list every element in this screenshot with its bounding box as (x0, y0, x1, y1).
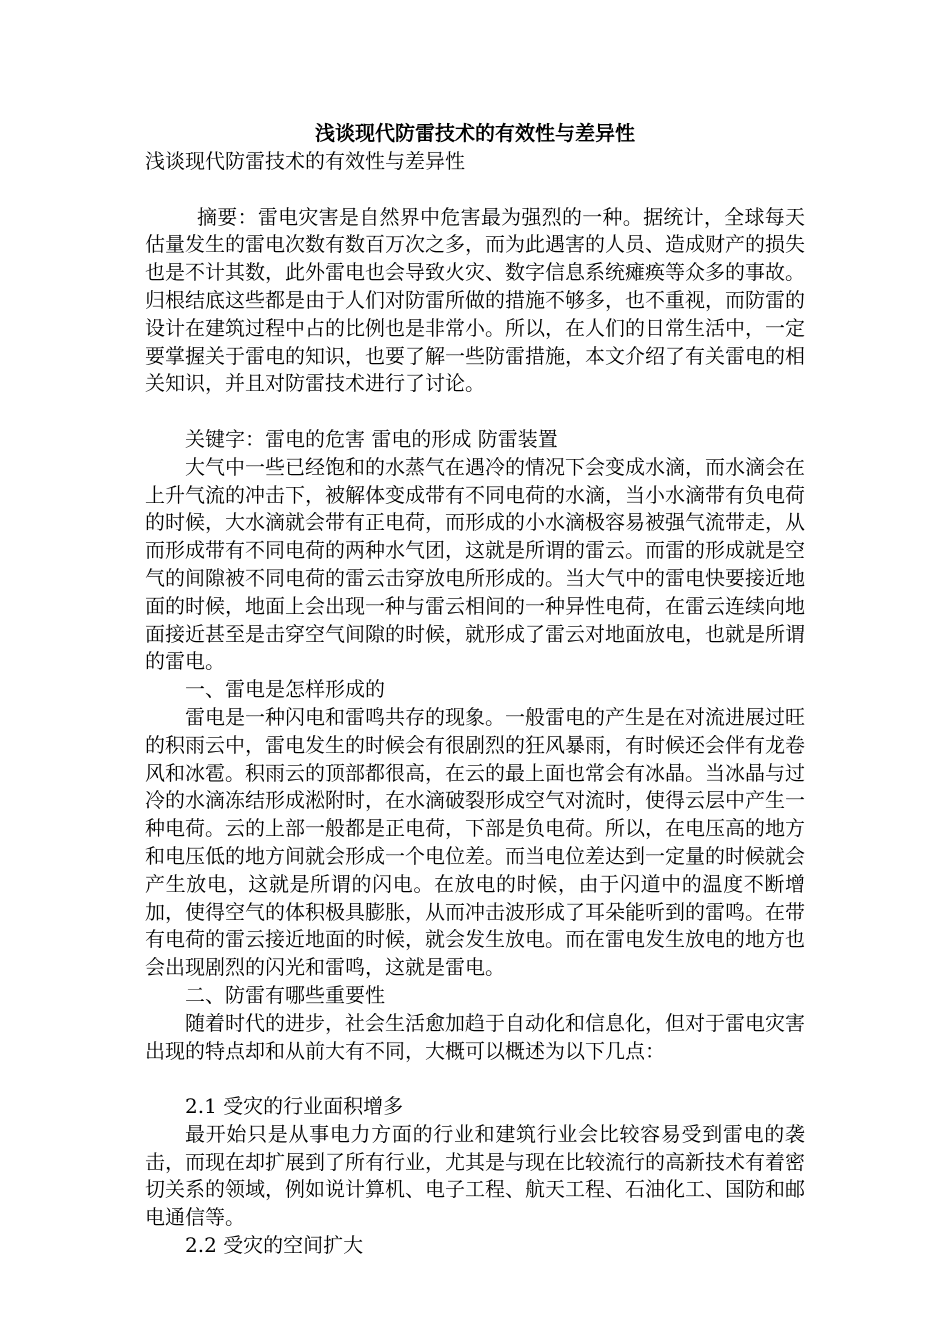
section-heading-2: 二、防雷有哪些重要性 (185, 982, 385, 1007)
section-heading-1: 一、雷电是怎样形成的 (185, 677, 385, 702)
section-2-paragraph: 随着时代的进步，社会生活愈加趋于自动化和信息化，但对于雷电灾害出现的特点却和从前大有不同，大概可以概述为以下几点： (145, 1010, 805, 1063)
document-title: 浅谈现代防雷技术的有效性与差异性 (315, 121, 635, 145)
blank-line (145, 398, 805, 426)
section-1-paragraph: 雷电是一种闪电和雷鸣共存的现象。一般雷电的产生是在对流进展过旺的积雨云中，雷电发生的时候会有很剧烈的狂风暴雨，有时候还会伴有龙卷风和冰雹。积雨云的顶部都很高，在云的最上面也常会有冰晶。当冰晶与过冷的水滴冻结形成淞附时，在水滴破裂形成空气对流时，使得云层中产生一种电荷。云的上部一般都是正电荷，下部是负电荷。所以，在电压高的地方和电压低的地方间就会形成一个电位差。而当电位差达到一定量的时候就会产生放电，这就是所谓的闪电。在放电的时候，由于闪道中的温度不断增加，使得空气的体积极具膨胀，从而冲击波形成了耳朵能听到的雷鸣。在带有电荷的雷云接近地面的时候，就会发生放电。而在雷电发生放电的地方也会出现剧烈的闪光和雷鸣，这就是雷电。 (145, 704, 805, 980)
subsection-heading-2-1: 2.1 受灾的行业面积增多 (185, 1094, 404, 1119)
blank-line (145, 176, 805, 204)
document-subtitle: 浅谈现代防雷技术的有效性与差异性 (145, 149, 465, 173)
intro-paragraph: 大气中一些已经饱和的水蒸气在遇冷的情况下会变成水滴，而水滴会在上升气流的冲击下，被解体变成带有不同电荷的水滴，当小水滴带有负电荷的时候，大水滴就会带有正电荷，而形成的小水滴极容易被强气流带走，从而形成带有不同电荷的两种水气团，这就是所谓的雷云。而雷的形成就是空气的间隙被不同电荷的雷云击穿放电所形成的。当大气中的雷电快要接近地面的时候，地面上会出现一种与雷云相间的一种异性电荷，在雷云连续向地面接近甚至是击穿空气间隙的时候，就形成了雷云对地面放电，也就是所谓的雷电。 (145, 454, 805, 674)
blank-line (145, 1065, 805, 1093)
keywords-line: 关键字：雷电的危害 雷电的形成 防雷装置 (185, 426, 558, 451)
document-body (145, 118, 805, 1260)
subsection-2-1-paragraph: 最开始只是从事电力方面的行业和建筑行业会比较容易受到雷电的袭击，而现在却扩展到了所有行业，尤其是与现在比较流行的高新技术有着密切关系的领域，例如说计算机、电子工程、航天工程、石油化工、国防和邮电通信等。 (145, 1121, 805, 1230)
abstract-paragraph: 摘要：雷电灾害是自然界中危害最为强烈的一种。据统计，全球每天估量发生的雷电次数有数百万次之多，而为此遇害的人员、造成财产的损失也是不计其数，此外雷电也会导致火灾、数字信息系统瘫痪等众多的事故。归根结底这些都是由于人们对防雷所做的措施不够多，也不重视，而防雷的设计在建筑过程中占的比例也是非常小。所以，在人们的日常生活中，一定要掌握关于雷电的知识，也要了解一些防雷措施，本文介绍了有关雷电的相关知识，并且对防雷技术进行了讨论。 (145, 204, 805, 396)
subsection-heading-2-2: 2.2 受灾的空间扩大 (185, 1233, 364, 1258)
